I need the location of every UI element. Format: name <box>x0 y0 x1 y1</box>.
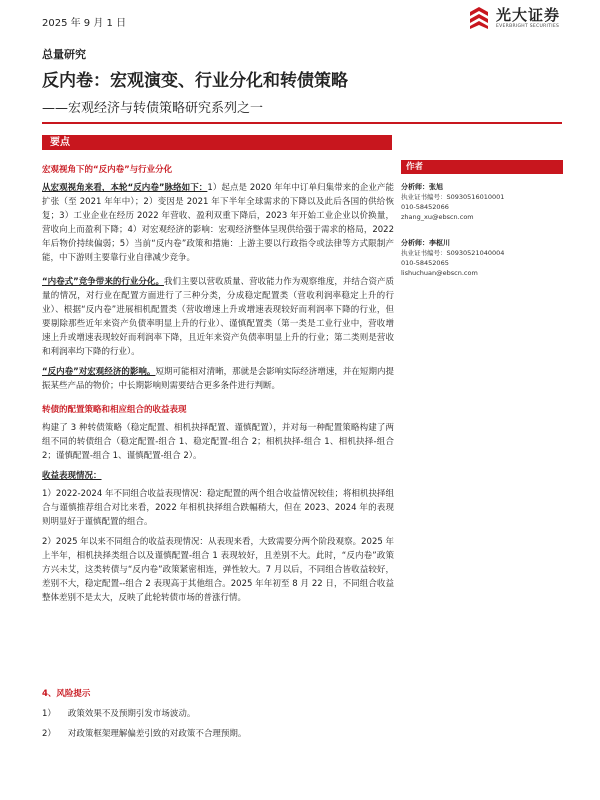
paragraph-text: 我们主要以营收质量、营收能力作为观察维度，并结合资产质量的情况，对行业在配置方面进行了三种分类，分成稳定配置类（营收利润率稳定上升的行业）、根据“反内卷”进展相机配置类（营收增速上升或增速表现较好而利润率下降的行业，但要剔除那些近年来资产负债率明显上升的行业）、谨慎配置类（第一类是工业行业中，营收增速上升或增速表现较好而利润率下降，且近年来资产负债率明显上升的行业；第二类则是营收和利润率均下降的行业）。 <box>42 277 394 357</box>
analyst-name: 分析师：李枢川 <box>401 239 450 247</box>
key-points-bar: 要点 <box>42 135 392 150</box>
report-title: 反内卷：宏观演变、行业分化和转债策略 <box>42 71 348 91</box>
risk-text: 对政策框架理解偏差引致的对政策不合理预期。 <box>67 729 247 739</box>
everbright-logo-icon <box>468 6 490 30</box>
analyst-cert: 执业证书编号：S0930521040004 <box>401 249 505 257</box>
risk-heading: 4、风险提示 <box>42 689 91 699</box>
analyst-card <box>401 182 563 222</box>
paragraph-strategies: 构建了 3 种转债策略（稳定配置、相机抉择配置、谨慎配置），并对每一种配置策略构建了两组不同的转债组合（稳定配置-组合 1、稳定配置-组合 2；相机抉择-组合 1、相机抉择-组合 2；谨慎配置-组合 1、谨慎配置-组合 2）。 <box>42 423 394 461</box>
brand-name-cn: 光大证券 <box>495 5 560 24</box>
paragraph-text: 1）起点是 2020 年年中订单归集带来的企业产能扩张（至 2021 年年中）；2）变因是 2021 年下半年全球需求的下降以及此后各国的供给恢复；3）工业企业在经历 2022 年营收、盈利双重下降后，2023 年开始工业企业以价换量，营收向上而盈利下降；4）对宏观经济的影响：宏观经济整体呈现供给强于需求的格局，2022 年后物价持续偏弱；5）当前“反内卷”政策和措施：上游主要以行政指令或法律等方式限制产能，中下游则主要靠行业自律减少竞争。 <box>42 183 394 263</box>
paragraph-text: 短期可能相对清晰，那就是会影响实际经济增速，并在短期内提振某些产品的物价；中长期影响则需要结合更多条件进行判断。 <box>42 367 394 391</box>
paragraph-lead: 从宏观视角来看，本轮“反内卷”脉络如下： <box>42 183 208 193</box>
analyst-phone: 010-58452066 <box>401 203 449 211</box>
performance-heading: 收益表现情况： <box>42 471 102 481</box>
paragraph-lead: “反内卷”对宏观经济的影响。 <box>42 367 156 377</box>
analyst-email[interactable]: zhang_xu@ebscn.com <box>401 213 474 221</box>
paragraph-lead: “内卷式”竞争带来的行业分化。 <box>42 277 164 287</box>
risk-num: 2） <box>42 729 56 739</box>
analyst-card <box>401 238 563 278</box>
authors-bar: 作者 <box>401 160 563 174</box>
analyst-phone: 010-58452065 <box>401 259 449 267</box>
title-divider <box>42 122 562 124</box>
brand-name-en: EVERBRIGHT SECURITIES <box>495 23 560 29</box>
paragraph-perf-2025: 2）2025 年以来不同组合的收益表现情况：从表现来看，大致需要分两个阶段观察。2025 年上半年，相机抉择类组合以及谨慎配置-组合 1 表现较好，且差别不大。此时，“反内卷”政策方兴未艾，这类转债与“反内卷”政策紧密相连，弹性较大。7 月以后，不同组合皆收益较好，差别不大，稳定配置--组合 2 表现高于其他组合。2025 年年初至 8 月 22 日，不同组合收益整体差别不是太大，反映了此轮转债市场的普涨行情。 <box>42 537 394 603</box>
key-points-body <box>42 163 394 611</box>
risk-num: 1） <box>42 709 56 719</box>
paragraph-macro-impact <box>42 365 394 393</box>
analyst-name: 分析师：张旭 <box>401 183 443 191</box>
brand-logo <box>468 6 560 30</box>
risk-text: 政策效果不及预期引发市场波动。 <box>67 709 196 719</box>
paragraph-perf-2022-2024: 1）2022-2024 年不同组合收益表现情况：稳定配置的两个组合收益情况较佳；将相机抉择组合与谨慎推荐组合对比来看，2022 年相机抉择组合跌幅稍大，但在 2023、2024 年的表现则明显好于谨慎配置的组合。 <box>42 489 394 527</box>
risk-item <box>42 727 394 741</box>
risk-section <box>42 687 394 747</box>
paragraph-macro-context <box>42 181 394 265</box>
report-date: 2025 年 9 月 1 日 <box>42 18 127 29</box>
analyst-cert: 执业证书编号：S0930516010001 <box>401 193 505 201</box>
report-category: 总量研究 <box>42 48 86 61</box>
analyst-email[interactable]: lishuchuan@ebscn.com <box>401 269 478 277</box>
report-subtitle: ——宏观经济与转债策略研究系列之一 <box>42 101 264 116</box>
section-heading-macro: 宏观视角下的“反内卷”与行业分化 <box>42 165 173 175</box>
paragraph-industry-divergence <box>42 275 394 359</box>
risk-item <box>42 707 394 721</box>
authors-panel <box>401 160 563 278</box>
section-heading-cb-strategy: 转债的配置策略和相应组合的收益表现 <box>42 405 187 415</box>
